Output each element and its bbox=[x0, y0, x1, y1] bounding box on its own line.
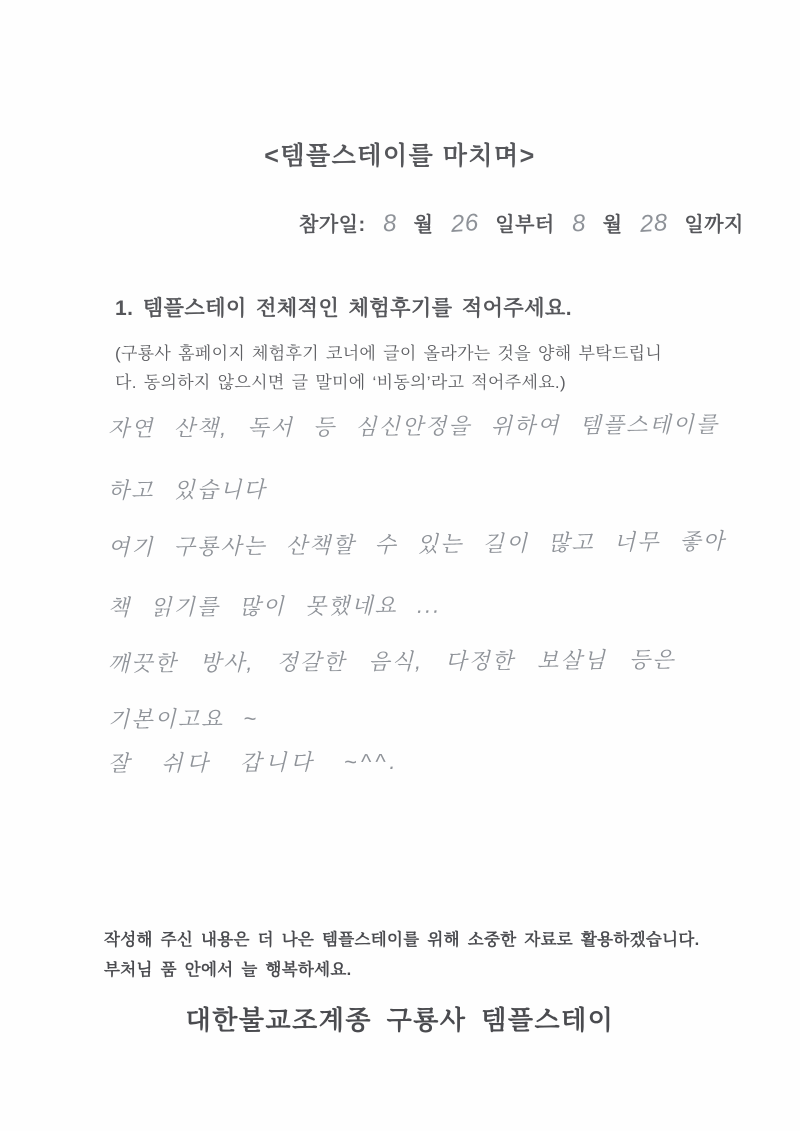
handwritten-answer-line: 기본이고요 ~ bbox=[107, 705, 259, 732]
handwritten-start-day: 26 bbox=[449, 209, 480, 238]
handwritten-end-month: 8 bbox=[570, 209, 587, 238]
handwritten-start-month: 8 bbox=[381, 209, 398, 238]
until-word: 일까지 bbox=[684, 214, 744, 236]
month-word-end: 월 bbox=[602, 214, 623, 236]
question-1-text: 1. 템플스테이 전체적인 체험후기를 적어주세요. bbox=[115, 297, 573, 320]
question-note-line-2: 다. 동의하지 않으시면 글 말미에 ‘비동의’라고 적어주세요.) bbox=[115, 373, 566, 392]
handwritten-answer-line: 하고 있습니다 bbox=[107, 476, 267, 503]
handwritten-end-day: 28 bbox=[638, 209, 669, 238]
handwritten-answer-line: 잘 쉬다 갑니다 ~^^. bbox=[107, 748, 400, 776]
handwritten-answer-line: 책 읽기를 많이 못했네요 ... bbox=[107, 592, 442, 620]
date-label: 참가일: bbox=[299, 214, 366, 236]
from-word: 일부터 bbox=[495, 214, 555, 236]
question-1-note bbox=[115, 339, 662, 397]
handwritten-answer-line: 자연 산책, 독서 등 심신안정을 위하여 템플스테이를 bbox=[107, 411, 720, 441]
form-title: <템플스테이를 마치며> bbox=[264, 142, 536, 170]
handwritten-answer-line: 여기 구룡사는 산책할 수 있는 길이 많고 너무 좋아 bbox=[107, 528, 727, 560]
participation-date-line bbox=[296, 208, 747, 238]
organization-name: 대한불교조계종 구룡사 템플스테이 bbox=[185, 1005, 615, 1035]
month-word-start: 월 bbox=[413, 214, 434, 236]
question-note-line-1: (구룡사 홈페이지 체험후기 코너에 글이 올라가는 것을 양해 부탁드립니 bbox=[115, 344, 663, 363]
handwritten-answer-line: 깨끗한 방사, 정갈한 음식, 다정한 보살님 등은 bbox=[107, 647, 676, 676]
footer-note bbox=[104, 925, 700, 985]
footer-note-line-2: 부처님 품 안에서 늘 행복하세요. bbox=[104, 961, 352, 979]
footer-note-line-1: 작성해 주신 내용은 더 나은 템플스테이를 위해 소중한 자료로 활용하겠습니다. bbox=[104, 931, 700, 949]
